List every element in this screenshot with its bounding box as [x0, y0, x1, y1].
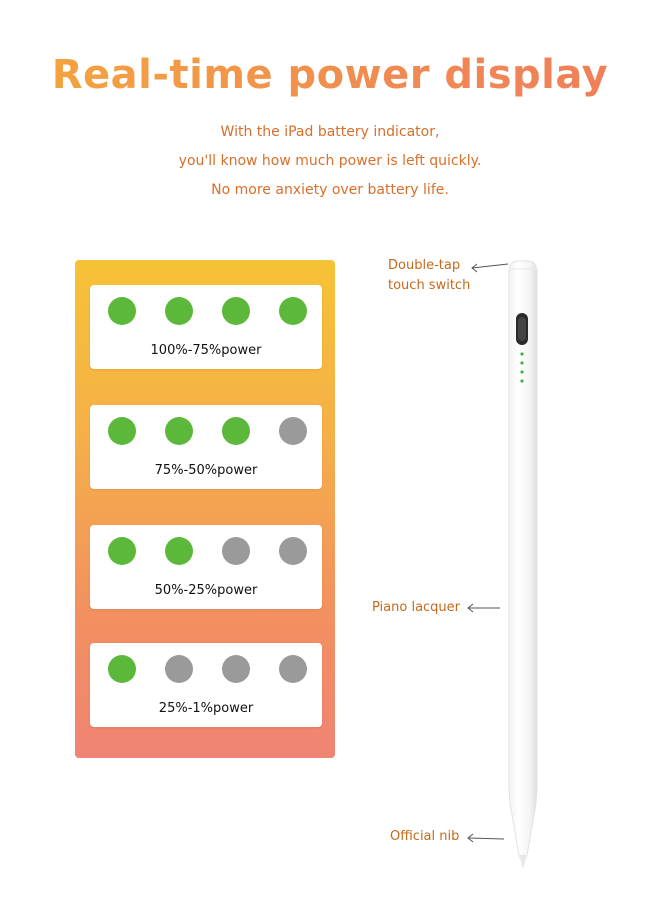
subtext-line-1: With the iPad battery indicator, [220, 124, 440, 140]
callout-official-nib: Official nib [390, 829, 460, 844]
battery-level-card [90, 405, 322, 489]
battery-dots [90, 537, 322, 565]
battery-level-panel [75, 260, 335, 758]
battery-level-label: 75%-50%power [154, 463, 258, 478]
battery-dot-unlit [279, 537, 307, 565]
battery-dot-unlit [165, 655, 193, 683]
battery-dots [90, 297, 322, 325]
battery-level-label: 100%-75%power [150, 343, 262, 358]
battery-dot-lit [222, 417, 250, 445]
battery-dot-unlit [222, 655, 250, 683]
battery-dot-lit [165, 537, 193, 565]
stylus-pencil-image [496, 255, 556, 875]
callout-double-tap [388, 256, 470, 296]
subtext-line-2: you'll know how much power is left quickly. [178, 153, 482, 169]
battery-dot-unlit [279, 417, 307, 445]
battery-level-label: 25%-1%power [158, 701, 254, 716]
battery-dot-lit [108, 655, 136, 683]
battery-dot-lit [165, 297, 193, 325]
battery-dot-unlit [222, 537, 250, 565]
battery-dot-lit [108, 297, 136, 325]
battery-dot-lit [165, 417, 193, 445]
battery-level-card [90, 643, 322, 727]
battery-dots [90, 655, 322, 683]
callout-piano-lacquer: Piano lacquer [372, 600, 461, 615]
battery-level-card [90, 525, 322, 609]
subtext-line-3: No more anxiety over battery life. [211, 182, 449, 198]
battery-level-label: 50%-25%power [154, 583, 258, 598]
battery-dot-unlit [279, 655, 307, 683]
battery-dot-lit [108, 417, 136, 445]
callout-double-tap-line2: touch switch [388, 278, 471, 293]
battery-dot-lit [108, 537, 136, 565]
battery-level-card [90, 285, 322, 369]
battery-dot-lit [222, 297, 250, 325]
battery-dot-lit [279, 297, 307, 325]
callout-double-tap-line1: Double-tap [388, 258, 461, 273]
page-title: Real-time power display [0, 52, 660, 98]
battery-dots [90, 417, 322, 445]
